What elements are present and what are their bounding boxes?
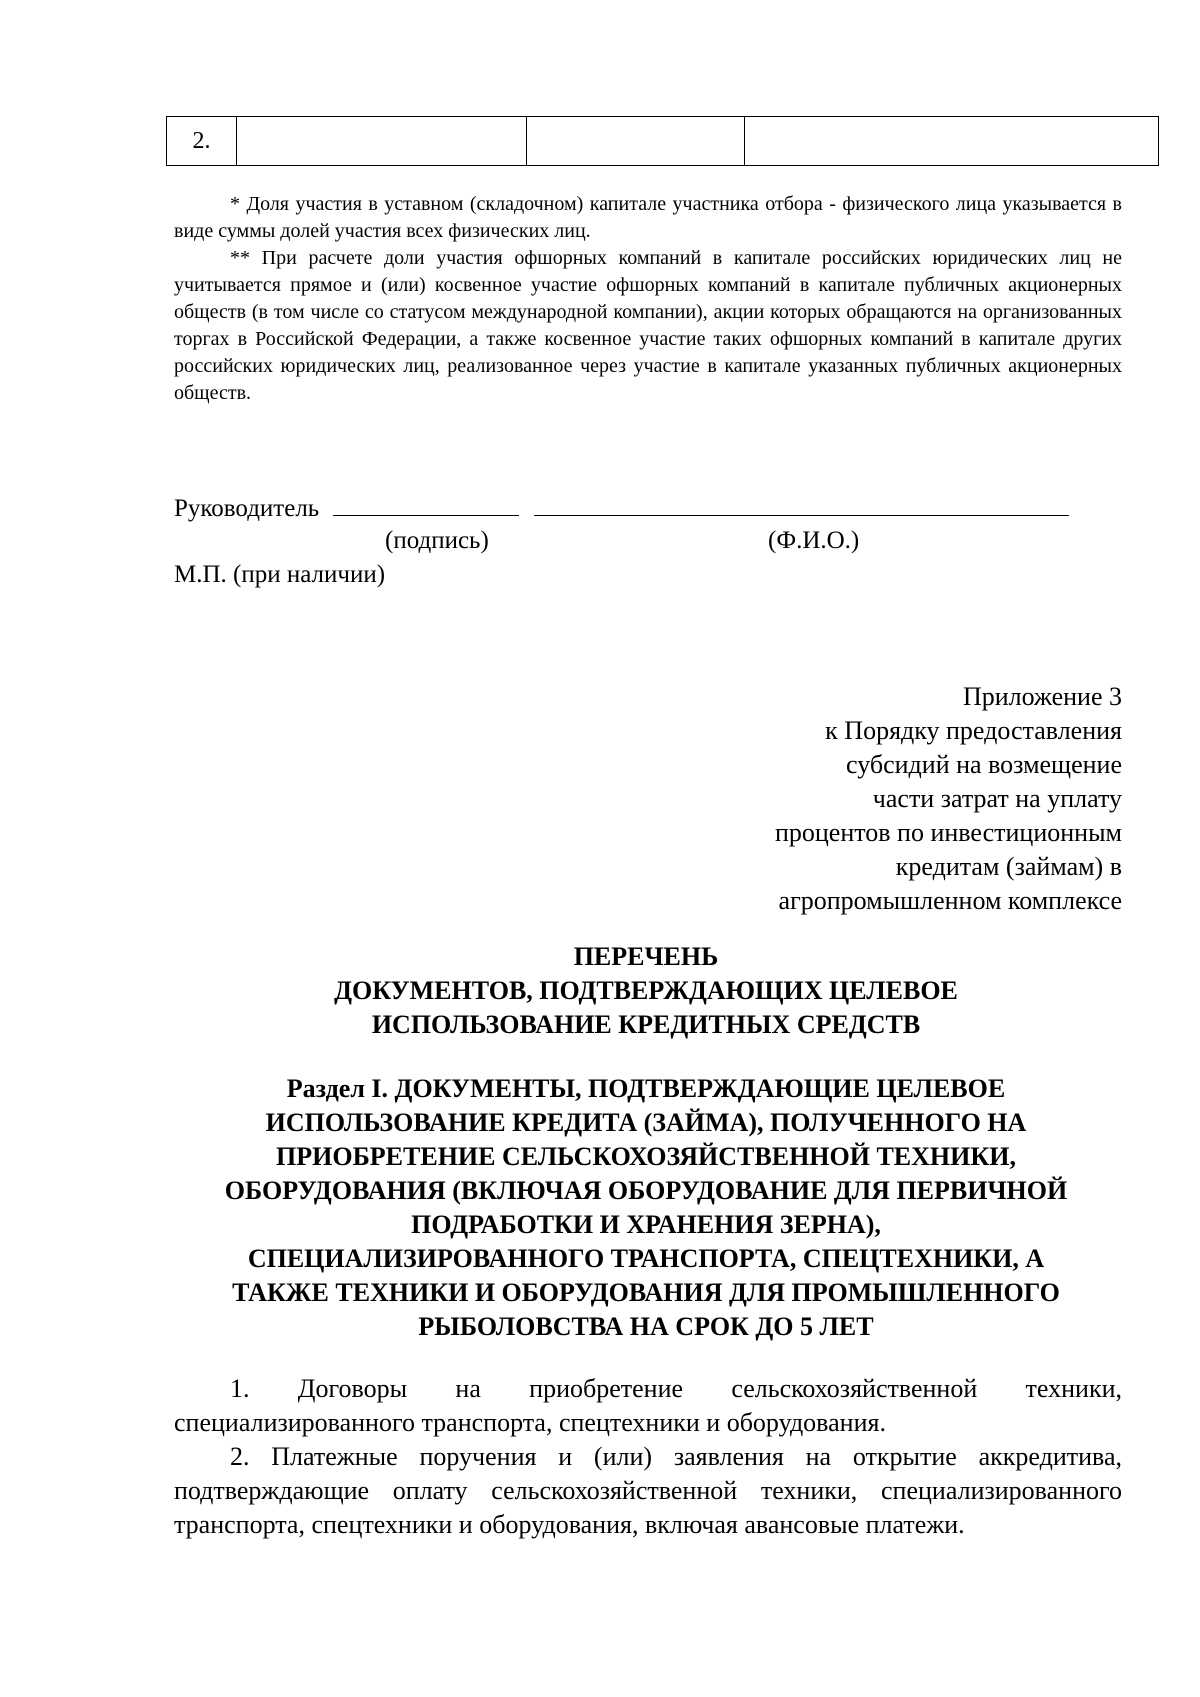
- section-line: ПОДРАБОТКИ И ХРАНЕНИЯ ЗЕРНА),: [411, 1210, 881, 1239]
- stamp-note: М.П. (при наличии): [174, 561, 386, 588]
- signature-caption: (подпись): [385, 527, 489, 554]
- section-line: ОБОРУДОВАНИЯ (ВКЛЮЧАЯ ОБОРУДОВАНИЕ ДЛЯ ПЕРВИЧНОЙ: [224, 1176, 1068, 1205]
- list-item: 2. Платежные поручения и (или) заявления на открытие аккредитива, подтверждающие оплату сельскохозяйственной техники, специализированного транспорта, спецтехники и оборудования, включая авансовые платежи.: [174, 1442, 1122, 1539]
- section-line: Раздел I. ДОКУМЕНТЫ, ПОДТВЕРЖДАЮЩИЕ ЦЕЛЕВОЕ: [286, 1074, 1006, 1103]
- section-line: СПЕЦИАЛИЗИРОВАННОГО ТРАНСПОРТА, СПЕЦТЕХНИКИ, А: [247, 1244, 1045, 1273]
- section-line: ИСПОЛЬЗОВАНИЕ КРЕДИТА (ЗАЙМА), ПОЛУЧЕННОГО НА: [265, 1108, 1027, 1137]
- footnotes: [174, 191, 1122, 407]
- table-cell: [745, 117, 1159, 166]
- table-cell: [527, 117, 745, 166]
- section-line: ПРИОБРЕТЕНИЕ СЕЛЬСКОХОЗЯЙСТВЕННОЙ ТЕХНИКИ,: [276, 1142, 1016, 1171]
- title-line: ИСПОЛЬЗОВАНИЕ КРЕДИТНЫХ СРЕДСТВ: [371, 1010, 921, 1039]
- section-line: РЫБОЛОВСТВА НА СРОК ДО 5 ЛЕТ: [418, 1312, 874, 1341]
- appendix-line: агропромышленном комплексе: [778, 886, 1122, 915]
- appendix-line: Приложение 3: [962, 682, 1122, 711]
- table-cell: [237, 117, 527, 166]
- footnote-double-asterisk: ** При расчете доли участия офшорных компаний в капитале российских юридических лиц не учитывается прямое и (или) косвенное участие офшорных компаний в капитале публичных акционерных обществ (в том числе со статусом международной компании), акции которых обращаются на организованных торгах в Российской Федерации, а также косвенное участие таких офшорных компаний в капитале других российских юридических лиц, реализованное через участие в капитале указанных публичных акционерных обществ.: [174, 247, 1122, 404]
- section-line: ТАКЖЕ ТЕХНИКИ И ОБОРУДОВАНИЯ ДЛЯ ПРОМЫШЛЕННОГО: [232, 1278, 1060, 1307]
- section-heading: [166, 1072, 1126, 1344]
- footnote-single-asterisk: * Доля участия в уставном (складочном) капитале участника отбора - физического лица указывается в виде суммы долей участия всех физических лиц.: [174, 193, 1122, 242]
- appendix-line: части затрат на уплату: [872, 784, 1122, 813]
- appendix-line: кредитам (займам) в: [895, 852, 1122, 881]
- appendix-line: субсидий на возмещение: [846, 750, 1122, 779]
- signature-row: [174, 493, 1069, 524]
- list-item: 1. Договоры на приобретение сельскохозяйственной техники, специализированного транспорта, спецтехники и оборудования.: [174, 1374, 1122, 1437]
- title-line: ДОКУМЕНТОВ, ПОДТВЕРЖДАЮЩИХ ЦЕЛЕВОЕ: [334, 976, 958, 1005]
- appendix-line: к Порядку предоставления: [825, 716, 1122, 745]
- table-row: [167, 117, 1159, 166]
- name-caption: (Ф.И.О.): [768, 527, 860, 554]
- data-table: [166, 116, 1159, 166]
- title-line: ПЕРЕЧЕНЬ: [573, 942, 719, 971]
- appendix-line: процентов по инвестиционным: [774, 818, 1122, 847]
- name-line: [534, 493, 1069, 516]
- row-number-cell: 2.: [167, 117, 237, 166]
- appendix-header: [702, 680, 1122, 918]
- signature-label: Руководитель: [174, 495, 320, 522]
- document-title: [166, 940, 1126, 1042]
- document-items: [174, 1372, 1122, 1542]
- signature-line: [333, 493, 519, 516]
